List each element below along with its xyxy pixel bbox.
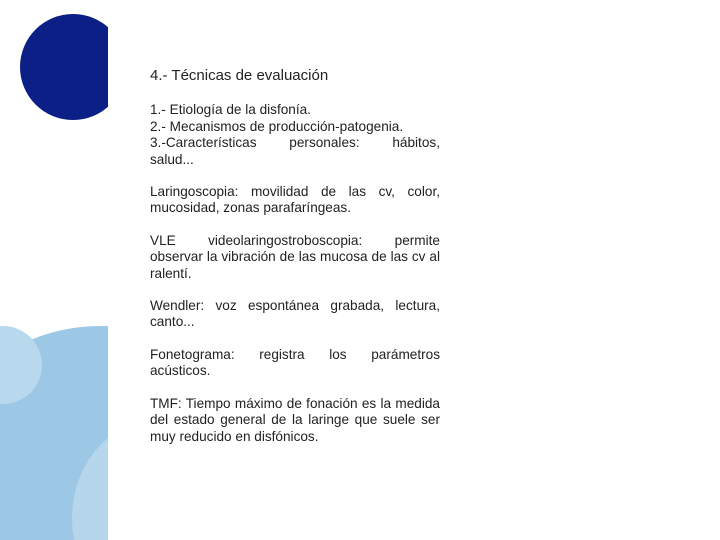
fonetograma-paragraph bbox=[150, 347, 440, 380]
vle-first-line bbox=[150, 233, 440, 249]
vle-paragraph bbox=[150, 233, 440, 282]
document-title: 4.- Técnicas de evaluación bbox=[150, 67, 329, 84]
scanned-document bbox=[150, 68, 440, 445]
list-item-continuation: salud... bbox=[150, 151, 194, 167]
list-word: personales: bbox=[289, 135, 360, 151]
fonetograma-word: parámetros bbox=[371, 346, 440, 362]
laringoscopia-paragraph: Laringoscopia: movilidad de las cv, color, mucosidad, zonas parafaríngeas. bbox=[150, 184, 440, 216]
wendler-paragraph: Wendler: voz espontánea grabada, lectura, canto... bbox=[150, 298, 440, 330]
slide-decoration bbox=[0, 0, 108, 540]
list-word: 3.-Características bbox=[150, 135, 257, 151]
vle-rest: observar la vibración de las mucosa de las cv al ralentí. bbox=[150, 249, 440, 281]
list-item-line bbox=[150, 135, 440, 151]
fonetograma-word: Fonetograma: bbox=[150, 346, 235, 362]
fonetograma-continuation: acústicos. bbox=[150, 363, 211, 379]
list-item: 2.- Mecanismos de producción-patogenia. bbox=[150, 118, 404, 134]
fonetograma-word: registra bbox=[259, 346, 305, 362]
fonetograma-first-line bbox=[150, 347, 440, 363]
vle-word: permite bbox=[394, 232, 440, 248]
fonetograma-word: los bbox=[329, 346, 347, 362]
navy-circle bbox=[20, 14, 108, 120]
vle-word: VLE bbox=[150, 232, 176, 248]
list-item: 1.- Etiología de la disfonía. bbox=[150, 102, 311, 118]
vle-word: videolaringostroboscopia: bbox=[208, 232, 363, 248]
list-word: hábitos, bbox=[392, 135, 440, 151]
tmf-paragraph: TMF: Tiempo máximo de fonación es la medida del estado general de la laringe que suele ser muy reducido en disfónicos. bbox=[150, 395, 440, 444]
evaluation-list bbox=[150, 102, 440, 168]
